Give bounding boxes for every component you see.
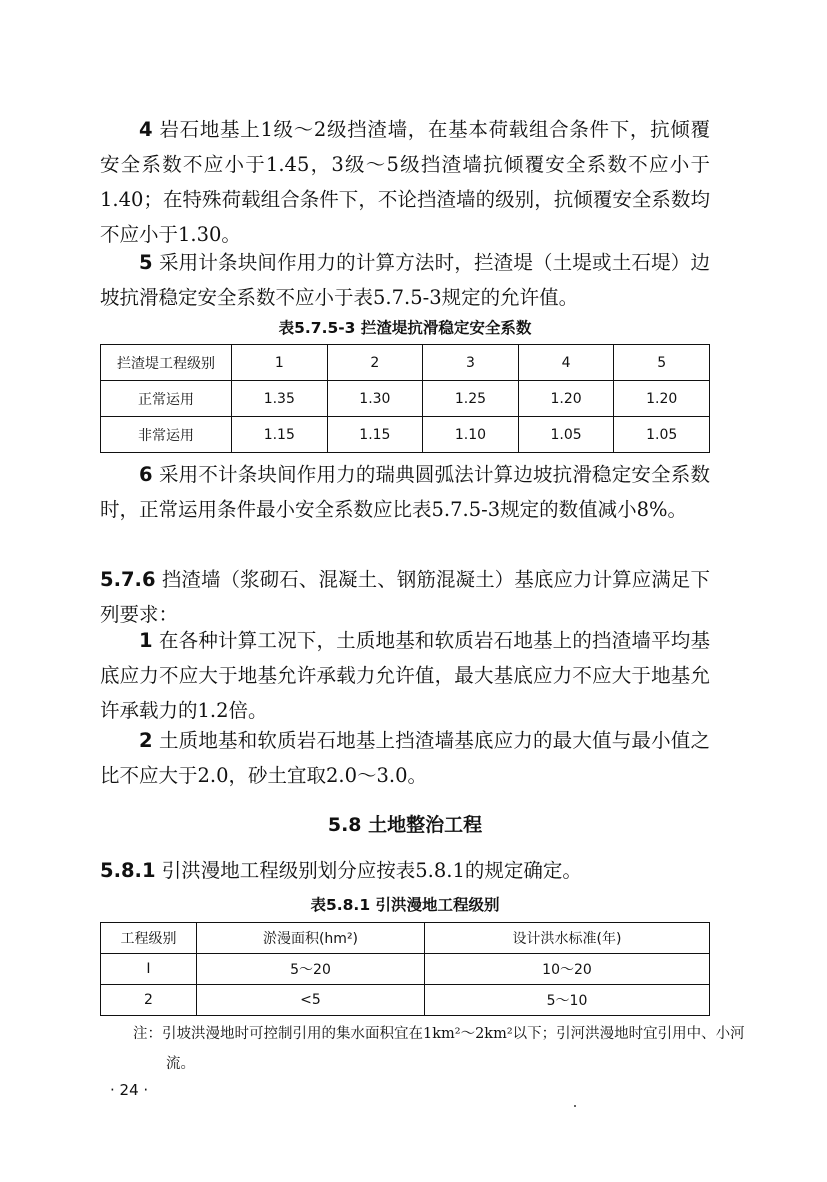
table-cell: 1.25 [423,381,519,417]
flood-irrigation-grade-table [100,922,710,1016]
table-cell: 5～10 [425,985,710,1016]
table-cell: 1.05 [518,417,614,453]
clause-number: 5.7.6 [100,568,156,591]
table-cell: 1.20 [614,381,710,417]
table-header-cell: 设计洪水标准(年) [425,923,710,954]
table-header-cell: 拦渣堤工程级别 [101,345,232,381]
table-cell: 非常运用 [101,417,232,453]
item-number: 6 [139,463,153,486]
clause-5-7-6-item-2 [100,723,710,793]
item-text: 在各种计算工况下，土质地基和软质岩石地基上的挡渣墙平均基底应力不应大于地基允许承载力允许值，最大基底应力不应大于地基允许承载力的1.2倍。 [100,629,710,722]
table-header-cell: 2 [327,345,423,381]
table-caption-title: 引洪漫地工程级别 [375,896,500,914]
table-cell: 1.10 [423,417,519,453]
item-number: 5 [139,251,153,274]
table-cell: 5～20 [197,954,425,985]
table-cell: 1.30 [327,381,423,417]
table-header-cell: 5 [614,345,710,381]
item-text: 采用不计条块间作用力的瑞典圆弧法计算边坡抗滑稳定安全系数时，正常运用条件最小安全系数应比表5.7.5-3规定的数值减小8%。 [100,463,710,521]
table-caption-title: 拦渣堤抗滑稳定安全系数 [360,319,532,337]
table-header-row [101,923,710,954]
table-row [101,985,710,1016]
clause-5-7-5-item-4 [100,112,710,252]
table-header-cell: 3 [423,345,519,381]
clause-5-7-6-item-1 [100,623,710,728]
item-text: 岩石地基上1级～2级挡渣墙，在基本荷载组合条件下，抗倾覆安全系数不应小于1.45，3级～5级挡渣墙抗倾覆安全系数不应小于1.40；在特殊荷载组合条件下，不论挡渣墙的级别，抗倾覆安全系数均不应小于1.30。 [100,118,710,246]
table-note: 注：引坡洪漫地时可控制引用的集水面积宜在1km²～2km²以下；引河洪漫地时宜引用中、小河流。 [133,1026,745,1072]
clause-number: 5.8.1 [100,859,156,882]
table-caption [100,316,710,338]
table-cell: 正常运用 [101,381,232,417]
table-header-cell: 工程级别 [101,923,197,954]
table-header-cell: 淤漫面积(hm²) [197,923,425,954]
table-header-cell: 4 [518,345,614,381]
section-heading [100,810,710,837]
clause-5-8-1 [100,853,710,888]
safety-factor-table [100,344,710,453]
table-cell: <5 [197,985,425,1016]
section-title: 土地整治工程 [368,814,483,836]
table-cell: 1.15 [327,417,423,453]
table-cell: 1.05 [614,417,710,453]
clause-text: 引洪漫地工程级别划分应按表5.8.1的规定确定。 [161,859,582,882]
table-cell: 1.15 [232,417,328,453]
clause-text: 挡渣墙（浆砌石、混凝土、钢筋混凝土）基底应力计算应满足下列要求： [100,568,710,626]
table-row [101,381,710,417]
table-row [101,417,710,453]
clause-5-7-5-item-6 [100,457,710,527]
table-cell: 1.20 [518,381,614,417]
table-cell: Ⅰ [101,954,197,985]
table-cell: 1.35 [232,381,328,417]
table-header-row [101,345,710,381]
table-row [101,954,710,985]
item-text: 采用计条块间作用力的计算方法时，拦渣堤（土堤或土石堤）边坡抗滑稳定安全系数不应小于表5.7.5-3规定的允许值。 [100,251,710,309]
table-cell: 2 [101,985,197,1016]
item-text: 土质地基和软质岩石地基上挡渣墙基底应力的最大值与最小值之比不应大于2.0，砂土宜取2.0～3.0。 [100,729,710,787]
clause-5-7-6 [100,562,710,632]
section-number: 5.8 [327,814,362,836]
clause-5-7-5-item-5 [100,245,710,315]
scan-speck [574,1105,576,1107]
table-caption-number: 表5.8.1 [310,896,371,914]
item-number: 4 [139,118,153,141]
page-number: · 24 · [110,1081,149,1099]
item-number: 2 [139,729,153,752]
table-cell: 10～20 [425,954,710,985]
table-caption-number: 表5.7.5-3 [278,319,356,337]
table-caption [100,893,710,915]
item-number: 1 [139,629,153,652]
table-header-cell: 1 [232,345,328,381]
